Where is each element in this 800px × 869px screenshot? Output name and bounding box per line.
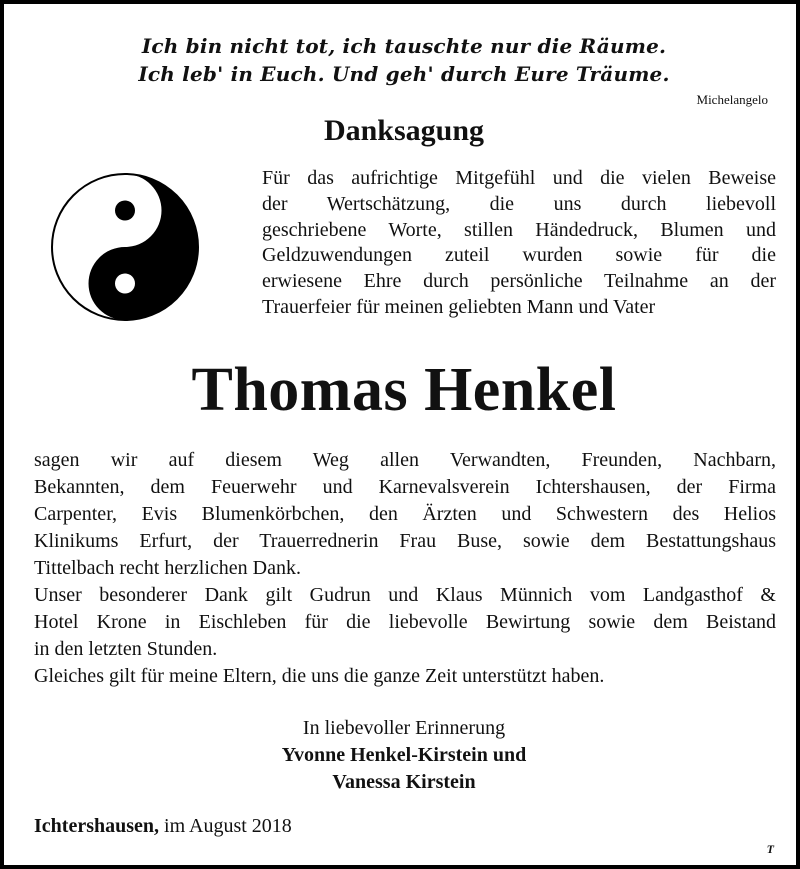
- body-line: Hotel Krone in Eischleben für die liebevolle Bewirtung sowie dem Beistand: [34, 611, 776, 633]
- body-line: Tittelbach recht herzlichen Dank.: [34, 557, 301, 579]
- intro-paragraph: [262, 166, 776, 321]
- body-line: Gleiches gilt für meine Eltern, die uns die ganze Zeit unterstützt haben.: [34, 665, 605, 687]
- body-line: Unser besonderer Dank gilt Gudrun und Klaus Münnich vom Landgasthof &: [34, 584, 776, 606]
- yin-yang-icon: [50, 172, 200, 322]
- body-line: Klinikums Erfurt, der Trauerrednerin Frau Buse, sowie dem Bestattungshaus: [34, 530, 776, 552]
- heading-text: Danksagung: [323, 114, 485, 147]
- closing-phrase: In liebevoller Erinnerung: [302, 717, 506, 739]
- intro-line: geschriebene Worte, stillen Händedruck, Blumen und: [262, 218, 776, 241]
- quote-author: Michelangelo: [696, 92, 768, 107]
- thanks-paragraph: [34, 447, 776, 690]
- place-town: Ichtershausen,: [34, 815, 160, 837]
- intro-line: erwiesene Ehre durch persönliche Teilnahme an der: [262, 270, 776, 293]
- body-line: Carpenter, Evis Blumenkörbchen, den Ärzten und Schwestern des Helios: [34, 503, 776, 525]
- place-date: [34, 813, 292, 840]
- quote-line-2: Ich leb' in Euch. Und geh' durch Eure Träume.: [138, 62, 670, 86]
- intro-line: Geldzuwendungen zuteil wurden sowie für die: [262, 244, 776, 267]
- signer-2: Vanessa Kirstein: [332, 771, 476, 793]
- body-line: sagen wir auf diesem Weg allen Verwandten, Freunden, Nachbarn,: [34, 449, 776, 471]
- quote-line-1: Ich bin nicht tot, ich tauschte nur die Räume.: [141, 34, 667, 58]
- place-date-text: im August 2018: [164, 815, 292, 837]
- intro-line: Für das aufrichtige Mitgefühl und die vielen Beweise: [262, 167, 776, 189]
- body-line: in den letzten Stunden.: [34, 638, 218, 660]
- intro-line: Trauerfeier für meinen geliebten Mann und Vater: [262, 295, 656, 318]
- closing-block: [4, 715, 800, 796]
- quote: [4, 32, 800, 88]
- intro-line: der Wertschätzung, die uns durch liebevoll: [262, 192, 776, 215]
- deceased-name: Thomas Henkel: [191, 356, 617, 424]
- body-line: Bekannten, dem Feuerwehr und Karnevalsverein Ichtershausen, der Firma: [34, 476, 776, 498]
- publisher-mark: T: [766, 842, 774, 856]
- signer-1: Yvonne Henkel-Kirstein und: [281, 744, 527, 766]
- page-title: [4, 112, 800, 150]
